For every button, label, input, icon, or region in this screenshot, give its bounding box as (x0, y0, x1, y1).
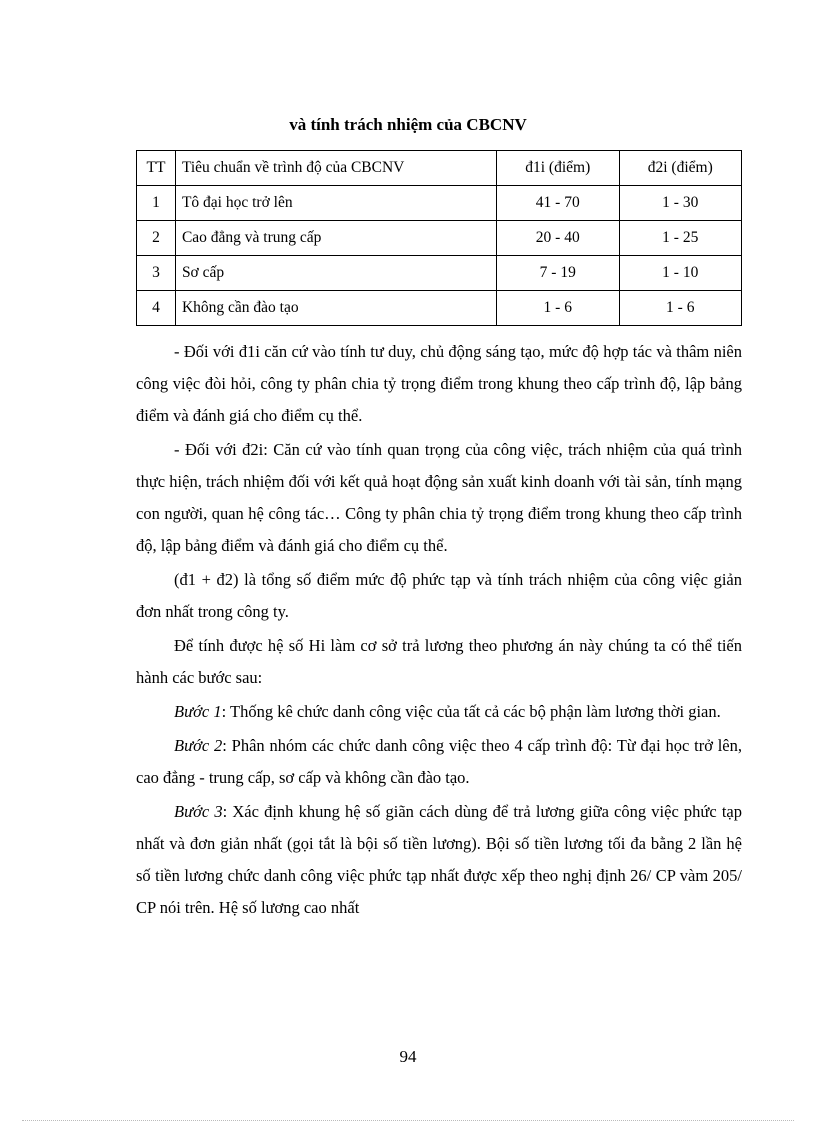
cell-criteria: Sơ cấp (175, 256, 496, 291)
cell-tt: 4 (137, 291, 176, 326)
step-1-label: Bước 1 (174, 702, 222, 721)
cell-d1: 20 - 40 (497, 221, 619, 256)
table-row (137, 256, 742, 291)
header-tt: TT (137, 151, 176, 186)
cell-d1: 7 - 19 (497, 256, 619, 291)
cell-tt: 3 (137, 256, 176, 291)
page-bottom-divider (22, 1120, 794, 1121)
paragraph-step-3 (136, 796, 742, 924)
cell-tt: 2 (137, 221, 176, 256)
table-row (137, 291, 742, 326)
header-d2: đ2i (điểm) (619, 151, 742, 186)
paragraph-d2: - Đối với đ2i: Căn cứ vào tính quan trọng của công việc, trách nhiệm của quá trình thực hiện, trách nhiệm đối với kết quả hoạt động sản xuất kinh doanh với tài sản, tính mạng con người, quan hệ công tác… Công ty phân chia tỷ trọng điểm trong khung theo cấp trình độ, lập bảng điểm và đánh giá cho điểm cụ thể. (136, 440, 742, 555)
body-text (136, 336, 742, 926)
header-d1: đ1i (điểm) (497, 151, 619, 186)
step-3-text: : Xác định khung hệ số giãn cách dùng để trả lương giữa công việc phức tạp nhất và đơn giản nhất (gọi tắt là bội số tiền lương). Bội số tiền lương tối đa bằng 2 lần hệ số tiền lương chức danh công việc phức tạp nhất được xếp theo nghị định 26/ CP vàm 205/ CP nói trên. Hệ số lương cao nhất (136, 802, 742, 917)
cell-criteria: Không cần đào tạo (175, 291, 496, 326)
paragraph-d1: - Đối với đ1i căn cứ vào tính tư duy, chủ động sáng tạo, mức độ hợp tác và thâm niên công việc đòi hỏi, công ty phân chia tỷ trọng điểm trong khung theo cấp trình độ, lập bảng điểm và đánh giá cho điểm cụ thể. (136, 342, 742, 425)
cell-d2: 1 - 10 (619, 256, 742, 291)
cell-d2: 1 - 30 (619, 186, 742, 221)
step-3-label: Bước 3 (174, 802, 223, 821)
cell-tt: 1 (137, 186, 176, 221)
paragraph-step-1 (136, 696, 742, 728)
paragraph-intro-steps: Để tính được hệ số Hi làm cơ sở trả lương theo phương án này chúng ta có thể tiến hành các bước sau: (136, 636, 742, 687)
table-row (137, 186, 742, 221)
cell-d1: 41 - 70 (497, 186, 619, 221)
step-2-text: : Phân nhóm các chức danh công việc theo 4 cấp trình độ: Từ đại học trở lên, cao đẳng - trung cấp, sơ cấp và không cần đào tạo. (136, 736, 742, 787)
table-title: và tính trách nhiệm của CBCNV (289, 115, 527, 134)
step-2-label: Bước 2 (174, 736, 223, 755)
table-row (137, 221, 742, 256)
header-criteria: Tiêu chuẩn về trình độ của CBCNV (175, 151, 496, 186)
table-header-row (137, 151, 742, 186)
cell-criteria: Cao đẳng và trung cấp (175, 221, 496, 256)
step-1-text: : Thống kê chức danh công việc của tất cả các bộ phận làm lương thời gian. (221, 702, 721, 721)
cell-d1: 1 - 6 (497, 291, 619, 326)
cell-d2: 1 - 25 (619, 221, 742, 256)
criteria-table (136, 150, 742, 326)
paragraph-step-2 (136, 730, 742, 794)
page-number: 94 (399, 1047, 417, 1066)
cell-d2: 1 - 6 (619, 291, 742, 326)
cell-criteria: Tô đại học trở lên (175, 186, 496, 221)
paragraph-sum: (đ1 + đ2) là tổng số điểm mức độ phức tạp và tính trách nhiệm của công việc giản đơn nhất trong công ty. (136, 570, 742, 621)
